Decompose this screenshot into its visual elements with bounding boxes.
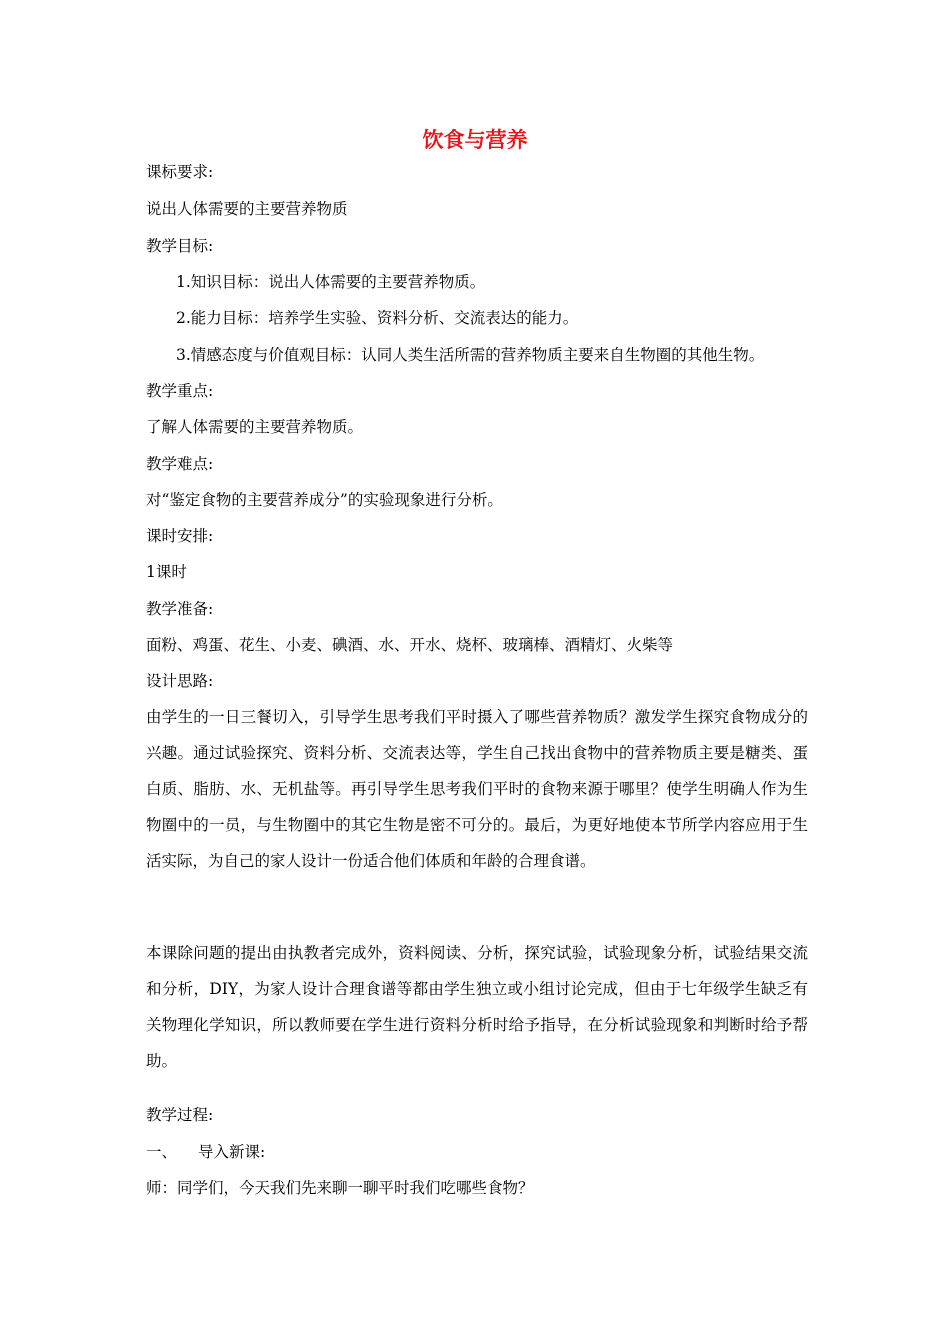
zhongdian-text: 了解人体需要的主要营养物质。 — [146, 418, 364, 436]
nandian-label: 教学难点: — [146, 455, 214, 473]
keshi-text: 1课时 — [146, 563, 187, 581]
nandian-text: 对“鉴定食物的主要营养成分”的实验现象进行分析。 — [146, 491, 503, 509]
guocheng-label: 教学过程: — [146, 1106, 214, 1124]
kebiao-text: 说出人体需要的主要营养物质 — [146, 200, 348, 218]
zhunbei-text: 面粉、鸡蛋、花生、小麦、碘酒、水、开水、烧杯、玻璃棒、酒精灯、火柴等 — [146, 636, 674, 654]
silu-paragraph-2: 本课除问题的提出由执教者完成外，资料阅读、分析，探究试验，试验现象分析，试验结果交流和分析，DIY，为家人设计合理食谱等都由学生独立或小组讨论完成，但由于七年级学生缺乏有关物理化学知识，所以教师要在学生进行资料分析时给予指导，在分析试验现象和判断时给予帮助。 — [146, 944, 808, 1070]
silu-paragraph-1: 由学生的一日三餐切入，引导学生思考我们平时摄入了哪些营养物质？激发学生探究食物成分的兴趣。通过试验探究、资料分析、交流表达等，学生自己找出食物中的营养物质主要是糖类、蛋白质、脂肪、水、无机盐等。再引导学生思考我们平时的食物来源于哪里？使学生明确人作为生物圈中的一员，与生物圈中的其它生物是密不可分的。最后，为更好地使本节所学内容应用于生活实际，为自己的家人设计一份适合他们体质和年龄的合理食谱。 — [146, 708, 808, 870]
zhunbei-label: 教学准备: — [146, 600, 214, 618]
step-heading — [146, 1141, 818, 1163]
mubiao-label: 教学目标: — [146, 237, 214, 255]
zhongdian-label: 教学重点: — [146, 382, 214, 400]
step-number: 一、 — [146, 1143, 178, 1161]
goal-item: 3.情感态度与价值观目标：认同人类生活所需的营养物质主要来自生物圈的其他生物。 — [176, 346, 765, 364]
goal-item: 2.能力目标：培养学生实验、资料分析、交流表达的能力。 — [176, 309, 579, 327]
silu-label: 设计思路: — [146, 672, 214, 690]
page-title: 饮食与营养 — [422, 128, 528, 152]
goal-item: 1.知识目标：说出人体需要的主要营养物质。 — [176, 273, 486, 291]
kebiao-label: 课标要求: — [146, 163, 214, 181]
step-title: 导入新课: — [198, 1143, 266, 1161]
keshi-label: 课时安排: — [146, 527, 214, 545]
teacher-line: 师：同学们，今天我们先来聊一聊平时我们吃哪些食物？ — [146, 1179, 534, 1197]
